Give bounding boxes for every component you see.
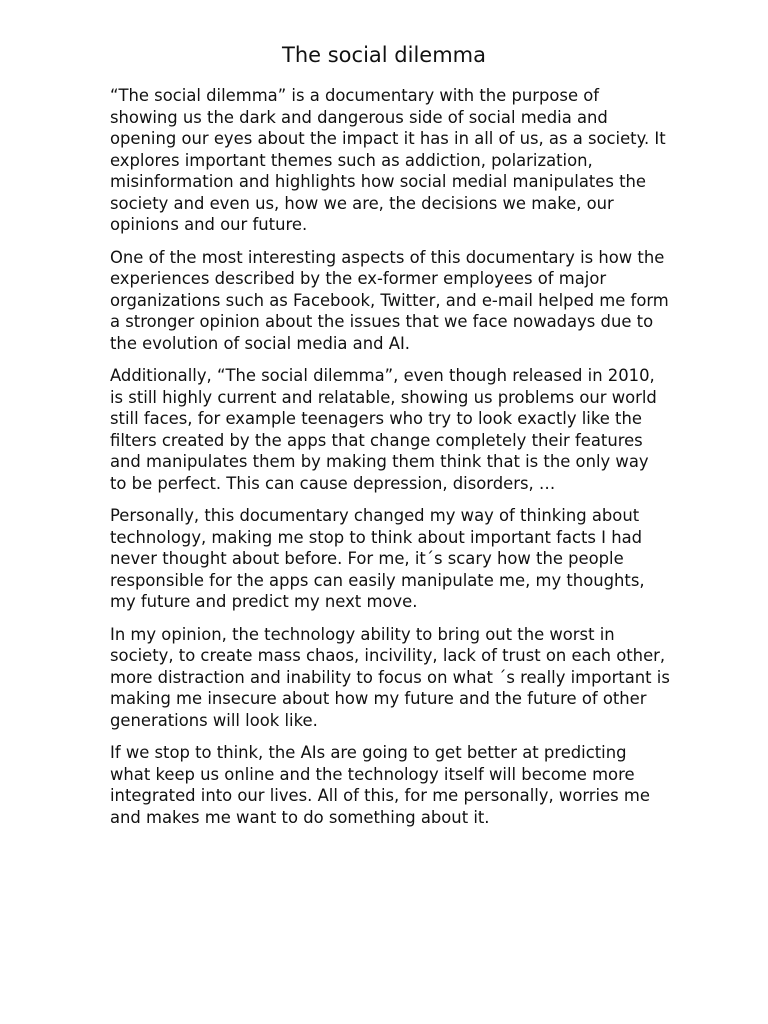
paragraph-6: If we stop to think, the AIs are going to get better at predicting what keep us online and the technology itself will become more integrated into our lives. All of this, for me personally, worries me and makes me want to do something about it.	[110, 743, 650, 827]
document-body	[110, 85, 670, 839]
paragraph-5: In my opinion, the technology ability to bring out the worst in society, to create mass chaos, incivility, lack of trust on each other, more distraction and inability to focus on what ´s really important is making me insecure about how my future and the future of other generations will look like.	[110, 624, 670, 730]
paragraph-4: Personally, this documentary changed my way of thinking about technology, making me stop to think about important facts I had never thought about before. For me, it´s scary how the people responsible for the apps can easily manipulate me, my thoughts, my future and predict my next move.	[110, 506, 645, 611]
document-title: The social dilemma	[282, 43, 486, 67]
paragraph-2: One of the most interesting aspects of this documentary is how the experiences described by the ex-former employees of major organizations such as Facebook, Twitter, and e-mail helped me form a stronger opinion about the issues that we face nowadays due to the evolution of social media and AI.	[110, 247, 669, 353]
paragraph-3: Additionally, “The social dilemma”, even though released in 2010, is still highly current and relatable, showing us problems our world still faces, for example teenagers who try to look exactly like the filters created by the apps that change completely their features and manipulates them by making them think that is the only way to be perfect. This can cause depression, disorders, …	[110, 366, 657, 493]
paragraph-1: “The social dilemma” is a documentary with the purpose of showing us the dark and dangerous side of social media and opening our eyes about the impact it has in all of us, as a society. It explores important themes such as addiction, polarization, misinformation and highlights how social medial manipulates the society and even us, how we are, the decisions we make, our opinions and our future.	[110, 86, 666, 234]
